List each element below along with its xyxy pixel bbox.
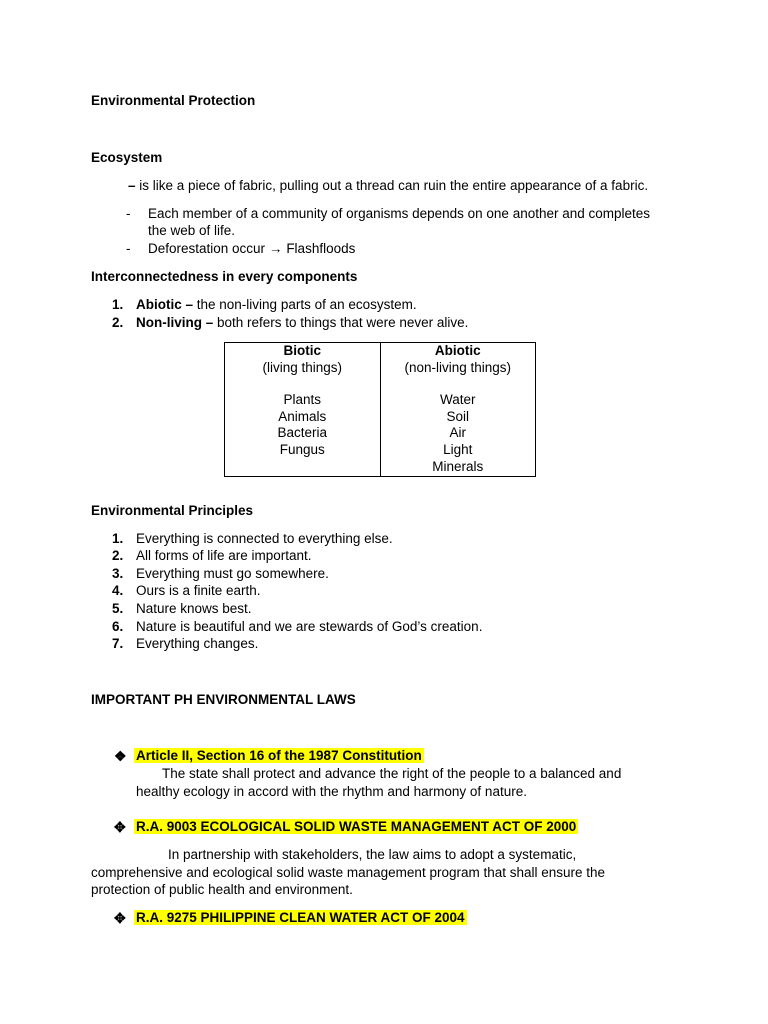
abiotic-subheader: (non-living things) [404, 359, 512, 375]
biotic-column [225, 343, 381, 477]
term: Non-living – [136, 315, 214, 330]
definition-dash: – [128, 178, 136, 193]
law-title [134, 910, 467, 925]
highlighted-law-title: Article II, Section 16 of the 1987 Constitution [136, 748, 422, 763]
arrow-right-icon: → [268, 241, 283, 256]
list-number: 4. [112, 583, 124, 598]
definition-text: is like a piece of fabric, pulling out a thread can ruin the entire appearance of a fabric. [135, 178, 649, 193]
law-title [134, 748, 424, 763]
list-number: 2. [112, 548, 124, 563]
biotic-abiotic-table [224, 342, 536, 477]
deforestation-text: Deforestation occur [148, 241, 269, 256]
diamond-bullet-icon: ✥ [114, 910, 126, 926]
law-body-line: comprehensive and ecological solid waste management program that shall ensure the [91, 865, 606, 880]
term-definition: the non-living parts of an ecosystem. [193, 297, 417, 312]
principles-heading: Environmental Principles [91, 503, 254, 518]
table-cell: Air [449, 425, 466, 441]
list-number: 1. [112, 531, 124, 546]
table-cell: Soil [446, 408, 469, 424]
abiotic-header: Abiotic [434, 343, 481, 358]
principle-item: Everything must go somewhere. [136, 566, 329, 581]
law-body-line: The state shall protect and advance the right of the people to a balanced and [162, 766, 622, 781]
flashfloods-text: Flashfloods [286, 241, 356, 256]
principle-item: Nature is beautiful and we are stewards of God’s creation. [136, 619, 483, 634]
list-number: 3. [112, 566, 124, 581]
list-item [136, 315, 468, 330]
law-title [134, 819, 578, 834]
abiotic-column [380, 343, 536, 477]
term-definition: both refers to things that were never alive. [213, 315, 469, 330]
diamond-bullet-icon: ❖ [114, 748, 127, 764]
list-number: 5. [112, 601, 124, 616]
table-cell: Animals [278, 408, 327, 424]
table-cell: Water [439, 392, 476, 408]
deforestation-bullet [148, 241, 355, 256]
law-body-line: protection of public health and environment. [91, 882, 353, 897]
list-number: 7. [112, 636, 124, 651]
document-title: Environmental Protection [91, 93, 256, 108]
ecosystem-heading: Ecosystem [91, 150, 163, 165]
list-number: 2. [112, 315, 124, 330]
table-cell: Minerals [432, 458, 484, 474]
principle-item: Everything is connected to everything else. [136, 531, 393, 546]
table-cell: Bacteria [277, 425, 328, 441]
table-cell: Plants [283, 392, 322, 408]
highlighted-law-title: R.A. 9275 PHILIPPINE CLEAN WATER ACT OF 2004 [136, 910, 465, 925]
interconnectedness-heading: Interconnectedness in every components [91, 269, 358, 284]
law-body-line: In partnership with stakeholders, the law aims to adopt a systematic, [168, 847, 577, 862]
table-cell: Fungus [279, 441, 325, 457]
highlighted-law-title: R.A. 9003 ECOLOGICAL SOLID WASTE MANAGEMENT ACT OF 2000 [136, 819, 577, 834]
bullet-marker: - [126, 206, 131, 221]
laws-heading: IMPORTANT PH ENVIRONMENTAL LAWS [91, 692, 356, 707]
principle-item: All forms of life are important. [136, 548, 312, 563]
list-number: 1. [112, 297, 124, 312]
biotic-header: Biotic [283, 343, 321, 358]
law-body-line: healthy ecology in accord with the rhythm and harmony of nature. [136, 784, 527, 799]
principle-item: Everything changes. [136, 636, 259, 651]
diamond-bullet-icon: ✥ [114, 819, 126, 835]
principle-item: Ours is a finite earth. [136, 583, 261, 598]
list-item [136, 297, 417, 312]
bullet-text-continued: the web of life. [148, 223, 236, 238]
ecosystem-definition [128, 178, 648, 193]
term: Abiotic – [136, 297, 194, 312]
bullet-text: Each member of a community of organisms depends on one another and completes [148, 206, 651, 221]
table-cell: Light [443, 441, 473, 457]
bullet-marker: - [126, 241, 131, 256]
list-number: 6. [112, 619, 124, 634]
biotic-subheader: (living things) [262, 359, 343, 375]
principle-item: Nature knows best. [136, 601, 252, 616]
